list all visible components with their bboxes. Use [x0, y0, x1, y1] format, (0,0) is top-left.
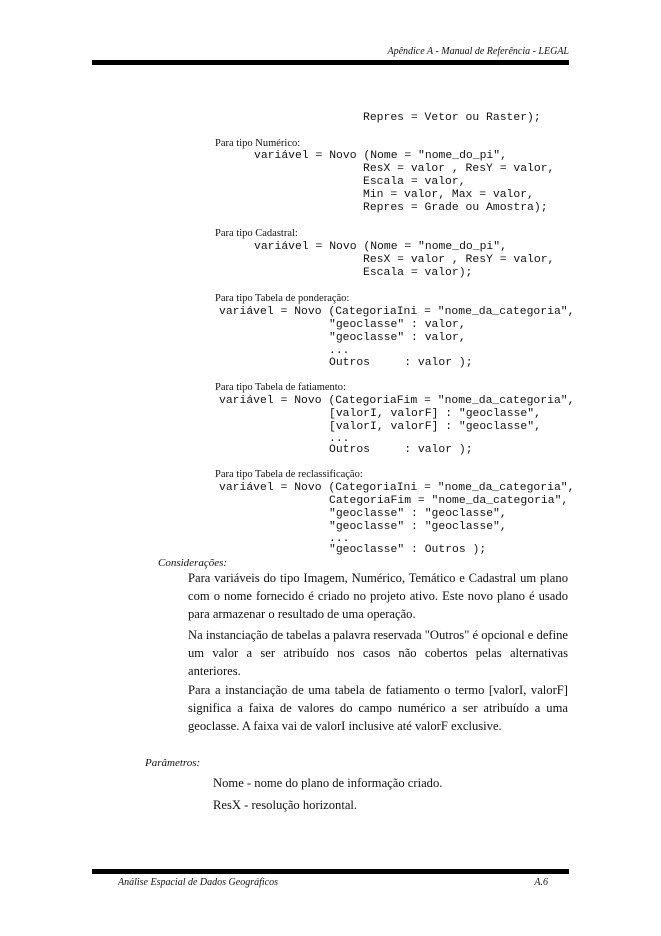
header-rule — [92, 60, 569, 65]
code-line: ResX = valor , ResY = valor, — [363, 163, 555, 175]
code-line: Escala = valor, — [363, 176, 466, 188]
code-line: ResX = valor , ResY = valor, — [363, 254, 555, 266]
footer-title: Análise Espacial de Dados Geográficos — [118, 877, 278, 888]
code-line: ... — [329, 345, 350, 357]
label-reclassificacao: Para tipo Tabela de reclassificação: — [215, 469, 363, 480]
code-line: "geoclasse" : Outros ); — [329, 544, 487, 556]
label-numerico: Para tipo Numérico: — [215, 138, 301, 149]
page-number: A.6 — [534, 877, 548, 888]
code-line: Outros : valor ); — [329, 357, 473, 369]
consideracoes-title: Considerações: — [158, 557, 228, 569]
code-line: CategoriaFim = "nome_da_categoria", — [329, 495, 569, 507]
code-line: variável = Novo (CategoriaFim = "nome_da_categoria", — [219, 395, 575, 407]
code-line: variável = Novo (Nome = "nome_do_pi", — [254, 241, 507, 253]
consideracoes-paragraph: Para a instanciação de uma tabela de fatiamento o termo [valorI, valorF] significa a faixa de valores do campo numérico a ser atribuído a uma geoclasse. A faixa vai de valorI inclusive até valorF exclusive. — [188, 683, 568, 733]
code-line: Repres = Grade ou Amostra); — [363, 202, 548, 214]
code-line: Escala = valor); — [363, 267, 473, 279]
consideracoes-paragraph: Para variáveis do tipo Imagem, Numérico, Temático e Cadastral um plano com o nome fornecido é criado no projeto ativo. Este novo plano é usado para armazenar o resultado de uma operação. — [188, 571, 568, 621]
code-line: [valorI, valorF] : "geoclasse", — [329, 408, 541, 420]
code-line: "geoclasse" : valor, — [329, 332, 466, 344]
code-line: variável = Novo (CategoriaIni = "nome_da_categoria", — [219, 306, 575, 318]
code-line: variável = Novo (Nome = "nome_do_pi", — [254, 150, 507, 162]
page-header: Apêndice A - Manual de Referência - LEGAL — [387, 46, 569, 57]
label-ponderacao: Para tipo Tabela de ponderação: — [215, 293, 350, 304]
code-line: variável = Novo (CategoriaIni = "nome_da_categoria", — [219, 482, 575, 494]
parametros-title: Parâmetros: — [145, 757, 201, 769]
label-cadastral: Para tipo Cadastral: — [215, 228, 298, 239]
code-line: ... — [329, 533, 350, 545]
parametro-item: Nome - nome do plano de informação criado. — [213, 776, 443, 790]
code-line: [valorI, valorF] : "geoclasse", — [329, 421, 541, 433]
footer-rule — [92, 869, 569, 874]
label-fatiamento: Para tipo Tabela de fatiamento: — [215, 382, 346, 393]
code-line: "geoclasse" : "geoclasse", — [329, 521, 507, 533]
code-line: "geoclasse" : valor, — [329, 319, 466, 331]
code-line: Min = valor, Max = valor, — [363, 189, 534, 201]
parametro-item: ResX - resolução horizontal. — [213, 798, 358, 812]
code-line: "geoclasse" : "geoclasse", — [329, 508, 507, 520]
code-line: ... — [329, 433, 350, 445]
code-line: Outros : valor ); — [329, 444, 473, 456]
consideracoes-paragraph: Na instanciação de tabelas a palavra reservada "Outros" é opcional e define um valor a ser atribuído nos casos não cobertos pelas alternativas anteriores. — [188, 628, 568, 678]
code-line: Repres = Vetor ou Raster); — [363, 112, 541, 124]
